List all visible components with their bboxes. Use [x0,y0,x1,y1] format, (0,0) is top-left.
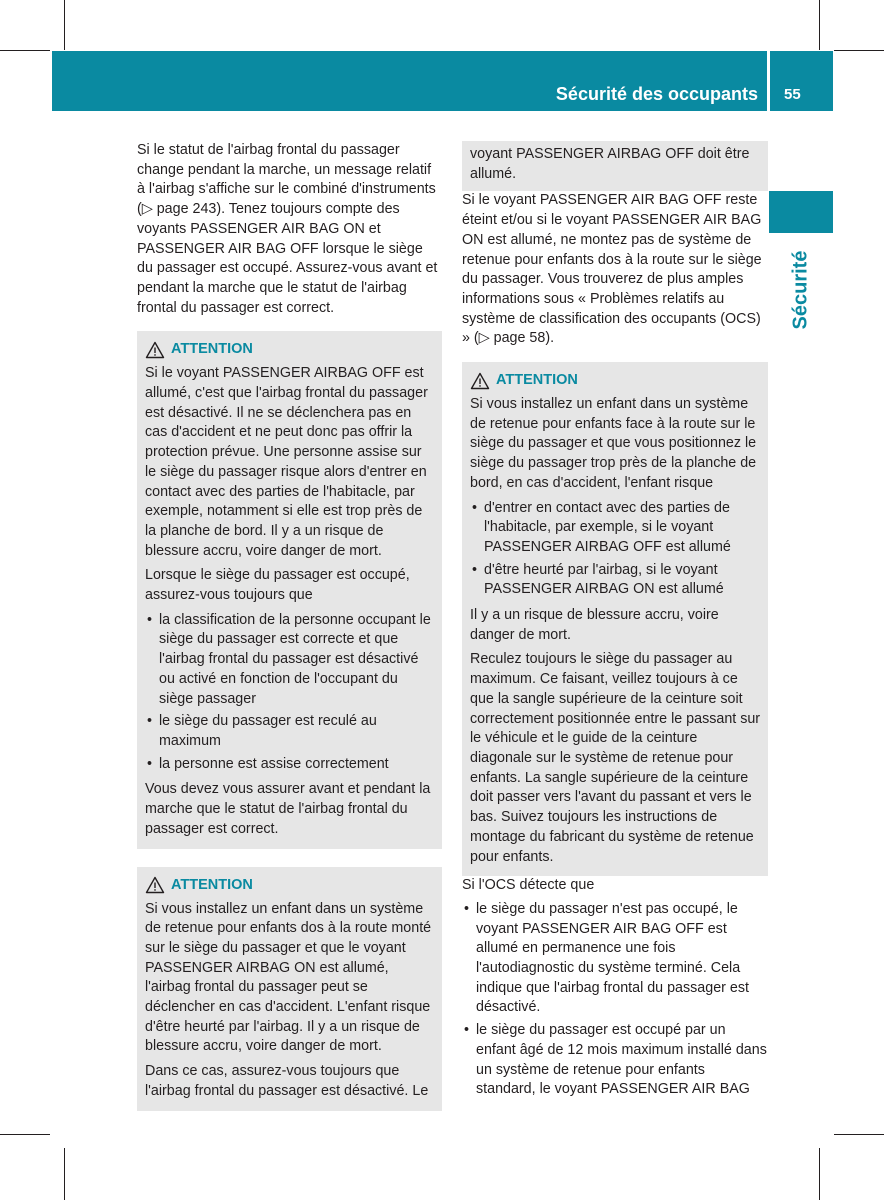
page-number: 55 [784,86,801,103]
warning-continuation-box [462,141,768,191]
list-item: • le siège du passager n'est pas occupé, le voyant PASSENGER AIR BAG OFF est allumé en permanence une fois l'autodiagnostic du système terminé. Cela indique que l'airbag frontal du passager est désactivé. [462,900,768,1018]
warning-paragraph: voyant PASSENGER AIRBAG OFF doit être allumé. [470,146,750,182]
crop-mark-top-right-v [819,0,820,50]
warning-heading [145,876,435,895]
warning-paragraph: Si vous installez un enfant dans un système de retenue pour enfants dos à la route monté sur le siège du passager et que le voyant PASSENGER AIRBAG ON est allumé, l'airbag frontal du passager peut se déclencher en cas d'accident. L'enfant risque d'être heurté par l'airbag. Il y a un risque de blessure accru, voire danger de mort. [145,900,432,1055]
crop-mark-bottom-right-v [819,1148,820,1200]
warning-title: ATTENTION [171,876,253,893]
section-tab [769,191,833,233]
crop-mark-top-right-h [834,50,884,51]
page-title: Sécurité des occupants [555,84,758,104]
warning-paragraph: Dans ce cas, assurez-vous toujours que l'airbag frontal du passager est désactivé. Le [145,1063,429,1099]
body-paragraph: Si l'OCS détecte que [462,877,595,894]
warning-title: ATTENTION [496,372,578,389]
warning-paragraph: Si le voyant PASSENGER AIRBAG OFF est allumé, c'est que l'airbag frontal du passager est désactivé. Il ne se déclenchera pas en cas d'accident et ne peut donc pas offrir la protection prévue. Une personne assise sur le siège du passager risque alors d'entrer en contact avec des parties de l'habitacle, par exemple, notamment si elle est trop près de la planche de bord. Il y a un risque de blessure accru, voire danger de mort. [145,365,428,559]
crop-mark-bottom-left-h [0,1134,50,1135]
warning-heading [145,340,435,359]
bullet-list [462,900,768,1100]
warning-paragraph: Lorsque le siège du passager est occupé, assurez-vous toujours que [145,567,410,604]
bullet-list [145,611,435,775]
list-item: • d'entrer en contact avec des parties de l'habitacle, par exemple, si le voyant PASSENGER AIRBAG OFF est allumé [470,499,761,558]
warning-triangle-icon [470,372,490,390]
crop-mark-bottom-left-v [64,1148,65,1200]
warning-triangle-icon [145,341,165,359]
warning-box [462,362,768,876]
bullet-list [470,499,761,601]
body-paragraph: Si le voyant PASSENGER AIR BAG OFF reste éteint et/ou si le voyant PASSENGER AIR BAG ON est allumé, ne montez pas de système de retenue pour enfants dos à la route sur le siège du passager. Vous trouverez de plus amples informations sous « Problèmes relatifs au système de classification des occupants (OCS) » (▷ page 58). [462,192,762,347]
warning-triangle-icon [145,876,165,894]
crop-mark-bottom-right-h [834,1134,884,1135]
crop-mark-top-left-v [64,0,65,50]
warning-box [137,867,442,1111]
warning-heading [470,371,761,390]
list-item: • la personne est assise correctement [145,755,435,775]
warning-paragraph: Reculez toujours le siège du passager au maximum. Ce faisant, veillez toujours à ce que la sangle supérieure de la ceinture soit correctement positionnée entre le passant sur le véhicule et le guide de la ceinture diagonale sur le système de retenue pour enfants. La sangle supérieure de la ceinture doit passer vers l'avant du passant et vers le bas. Suivez toujours les instructions de montage du fabricant du système de retenue pour enfants. [470,651,761,865]
list-item: • d'être heurté par l'airbag, si le voyant PASSENGER AIRBAG ON est allumé [470,561,761,600]
warning-paragraph: Il y a un risque de blessure accru, voire danger de mort. [470,607,719,643]
warning-paragraph: Si vous installez un enfant dans un système de retenue pour enfants face à la route sur le siège du passager et que vous positionnez le siège du passager trop près de la planche de bord, en cas d'accident, l'enfant risque [470,396,757,491]
header-separator [767,51,770,111]
list-item: • le siège du passager est occupé par un enfant âgé de 12 mois maximum installé dans un système de retenue pour enfants standard, le voyant PASSENGER AIR BAG [462,1021,768,1100]
intro-paragraph: Si le statut de l'airbag frontal du passager change pendant la marche, un message relatif à l'airbag s'affiche sur le combiné d'instruments (▷ page 243). Tenez toujours compte des voyants PASSENGER AIR BAG ON et PASSENGER AIR BAG OFF lorsque le siège du passager est occupé. Assurez-vous avant et pendant la marche que le statut de l'airbag frontal du passager est correct. [137,142,438,316]
warning-box [137,331,442,848]
left-column [137,141,442,1111]
list-item: • la classification de la personne occupant le siège du passager est correcte et que l'airbag frontal du passager est désactivé ou activé en fonction de l'occupant du siège passager [145,611,435,710]
warning-title: ATTENTION [171,341,253,358]
list-item: • le siège du passager est reculé au maximum [145,712,435,751]
crop-mark-top-left-h [0,50,50,51]
right-column [462,141,768,1106]
section-label: Sécurité [789,250,812,330]
warning-paragraph: Vous devez vous assurer avant et pendant la marche que le statut de l'airbag frontal du passager est correct. [145,781,431,837]
